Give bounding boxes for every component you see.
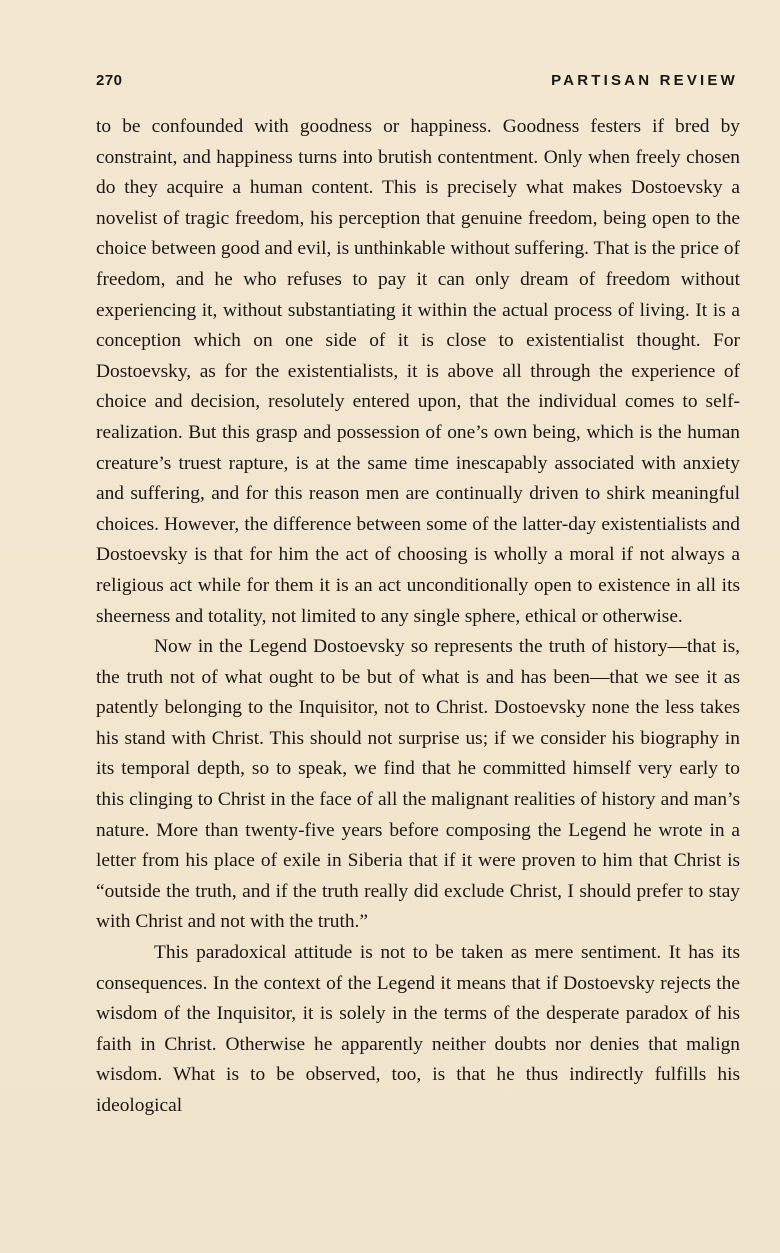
page-number: 270 — [96, 72, 123, 89]
body-text — [96, 112, 740, 1122]
paragraph-2: Now in the Legend Dostoevsky so represents the truth of history—that is, the truth not of what ought to be but of what is and has been—that we see it as patently belonging to the Inquisitor, not to Christ. Dostoevsky none the less takes his stand with Christ. This should not surprise us; if we consider his biography in its temporal depth, so to speak, we find that he committed himself very early to this clinging to Christ in the face of all the malignant realities of history and man’s nature. More than twenty-five years before composing the Legend he wrote in a letter from his place of exile in Siberia that if it were proven to him that Christ is “outside the truth, and if the truth really did exclude Christ, I should prefer to stay with Christ and not with the truth.” — [96, 636, 740, 933]
paragraph-1: to be confounded with goodness or happiness. Goodness festers if bred by constraint, and happiness turns into brutish contentment. Only when freely chosen do they acquire a human content. This is precisely what makes Dostoevsky a novelist of tragic freedom, his perception that genuine freedom, being open to the choice between good and evil, is unthinkable without suffering. That is the price of freedom, and he who refuses to pay it can only dream of freedom without experiencing it, without substantiating it within the actual process of living. It is a conception which on one side of it is close to existentialist thought. For Dostoevsky, as for the existentialists, it is above all through the experience of choice and decision, resolutely entered upon, that the individual comes to self-realization. But this grasp and possession of one’s own being, which is the human creature’s truest rapture, is at the same time inescapably associated with anxiety and suffering, and for this reason men are continually driven to shirk meaningful choices. However, the difference between some of the latter-day existentialists and Dostoevsky is that for him the act of choosing is wholly a moral if not always a religious act while for them it is an act unconditionally open to existence in all its sheerness and totality, not limited to any single sphere, ethical or otherwise. — [96, 116, 740, 627]
running-head: PARTISAN REVIEW — [551, 72, 738, 89]
paragraph-3: This paradoxical attitude is not to be taken as mere sentiment. It has its consequences. In the context of the Legend it means that if Dostoevsky rejects the wisdom of the Inquisitor, it is solely in the terms of the desperate paradox of his faith in Christ. Otherwise he apparently neither doubts nor denies that malign wisdom. What is to be observed, too, is that he thus indirectly fulfills his ideological — [96, 942, 740, 1116]
page-header — [96, 72, 738, 98]
